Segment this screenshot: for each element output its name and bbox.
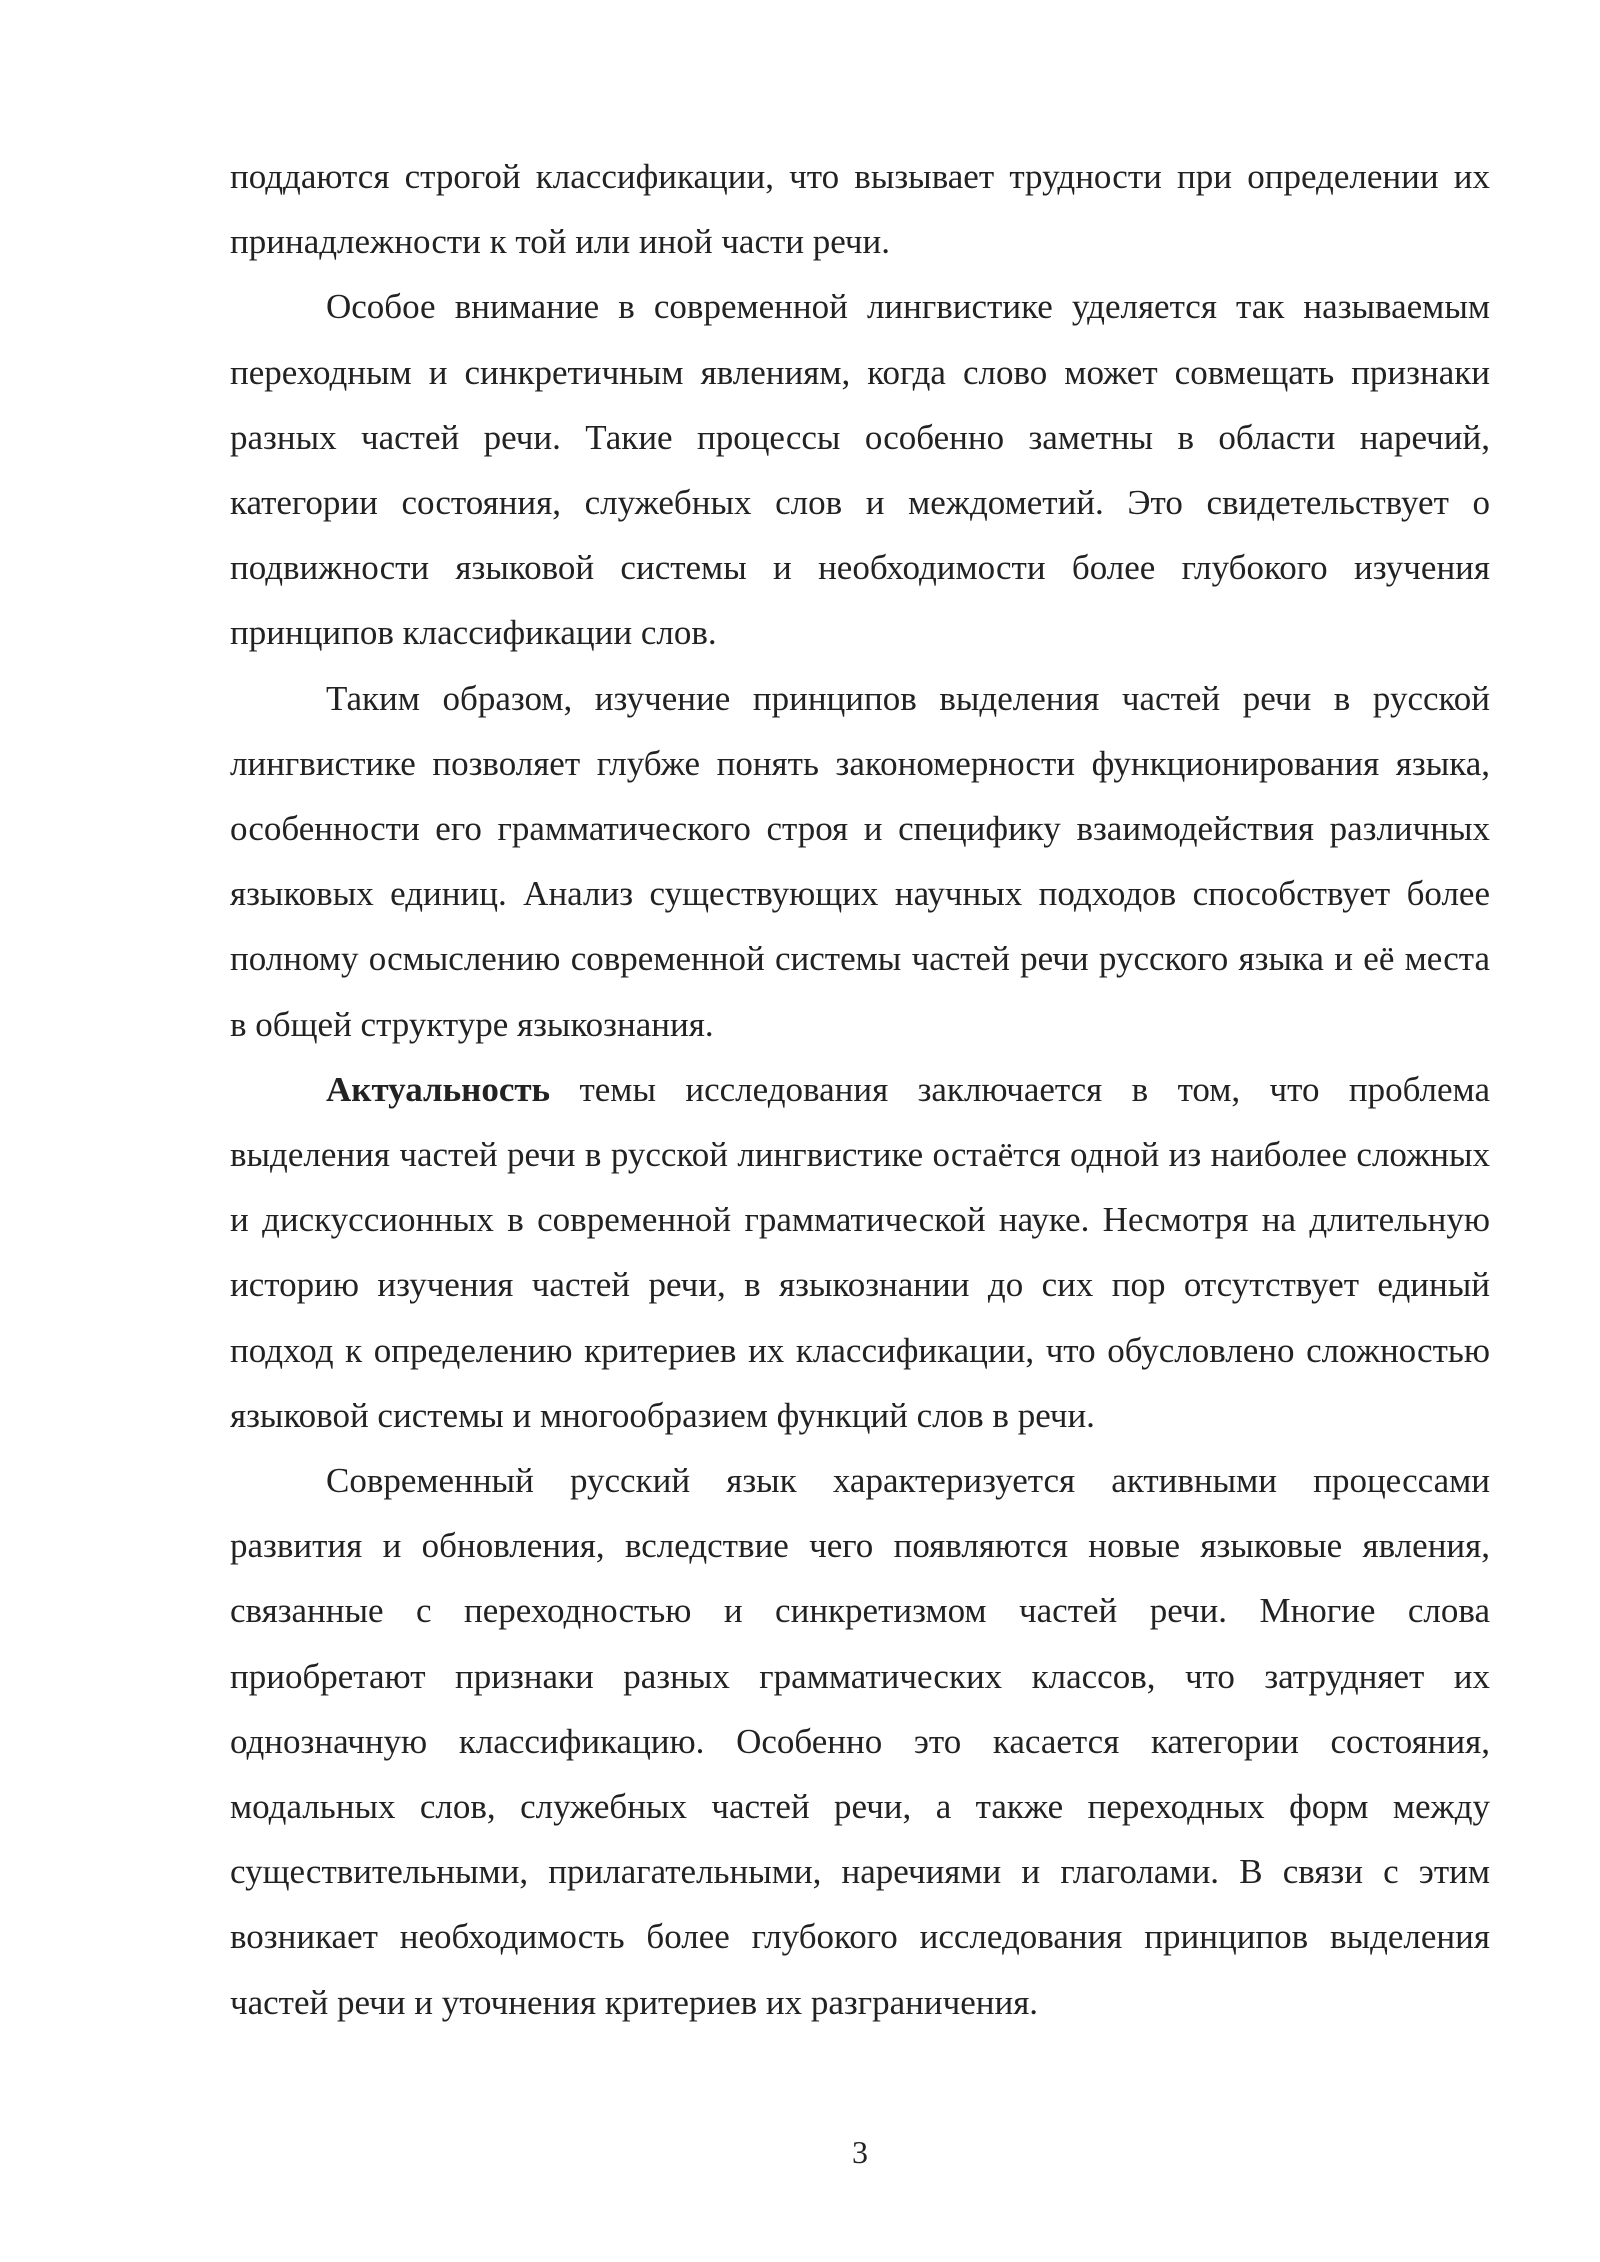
relevance-heading: Актуальность	[326, 1069, 551, 1109]
paragraph-transitional-phenomena: Особое внимание в современной лингвистике уделяется так называемым переходным и синкретичным явлениям, когда слово может совмещать признаки разных частей речи. Такие процессы особенно заметны в области наречий, категории состояния, служебных слов и междометий. Это свидетельствует о подвижности языковой системы и необходимости более глубокого изучения принципов классификации слов.	[230, 287, 1490, 653]
paragraph-conclusion: Таким образом, изучение принципов выделения частей речи в русской лингвистике позволяет глубже понять закономерности функционирования языка, особенности его грамматического строя и специфику взаимодействия различных языковых единиц. Анализ существующих научных подходов способствует более полному осмыслению современной системы частей речи русского языка и её места в общей структуре языкознания.	[230, 678, 1490, 1044]
page-number: 3	[852, 2134, 868, 2170]
paragraph-continuation: поддаются строгой классификации, что вызывает трудности при определении их принадлежности к той или иной части речи.	[230, 157, 1490, 262]
paragraph-modern-language: Современный русский язык характеризуется активными процессами развития и обновления, вследствие чего появляются новые языковые явления, связанные с переходностью и синкретизмом частей речи. Многие слова приобретают признаки разных грамматических классов, что затрудняет их однозначную классификацию. Особенно это касается категории состояния, модальных слов, служебных частей речи, а также переходных форм между существительными, прилагательными, наречиями и глаголами. В связи с этим возникает необходимость более глубокого исследования принципов выделения частей речи и уточнения критериев их разграничения.	[230, 1461, 1490, 2022]
document-body	[230, 144, 1490, 2035]
paragraph-relevance	[230, 1057, 1490, 1448]
relevance-text: темы исследования заключается в том, что проблема выделения частей речи в русской лингвистике остаётся одной из наиболее сложных и дискуссионных в современной грамматической науке. Несмотря на длительную историю изучения частей речи, в языкознании до сих пор отсутствует единый подход к определению критериев их классификации, что обусловлено сложностью языковой системы и многообразием функций слов в речи.	[230, 1069, 1490, 1435]
